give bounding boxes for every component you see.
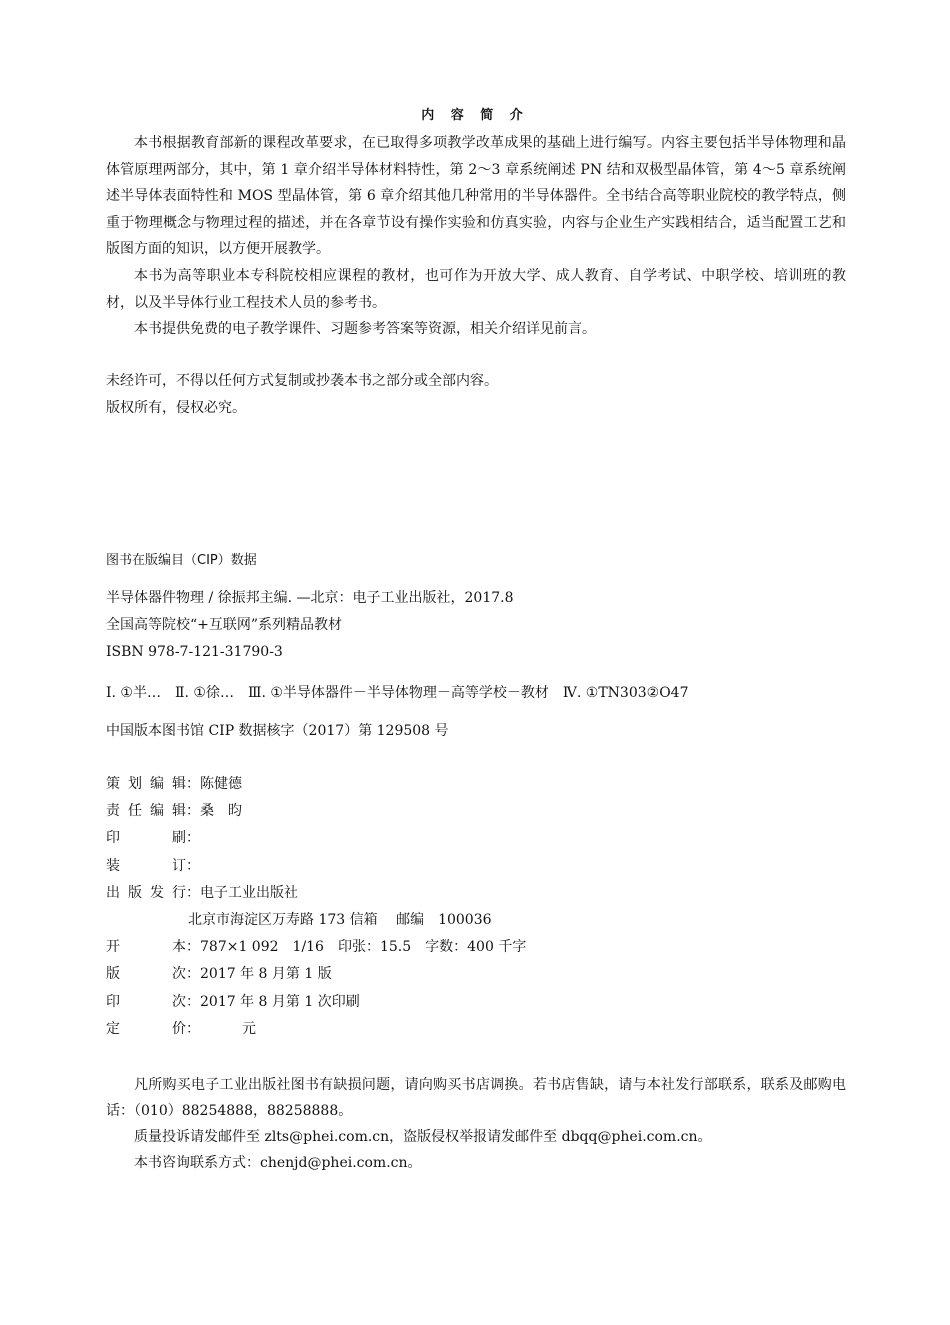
info-value: 787×1 092 1/16 印张：15.5 字数：400 千字 bbox=[200, 939, 527, 956]
cip-title-line: 半导体器件物理 / 徐振邦主编. —北京：电子工业出版社，2017.8 bbox=[106, 590, 514, 606]
intro-section bbox=[106, 130, 846, 343]
info-value: 桑 昀 bbox=[200, 803, 242, 820]
info-label: 定价 bbox=[106, 1020, 186, 1037]
info-value: 2017 年 8 月第 1 次印刷 bbox=[200, 993, 360, 1010]
purchase-notice bbox=[106, 1072, 846, 1176]
info-label: 责任编辑 bbox=[106, 803, 186, 820]
info-label: 印刷 bbox=[106, 830, 186, 847]
publication-info bbox=[106, 771, 846, 1043]
info-value: 陈健德 bbox=[200, 776, 242, 792]
notice-paragraph: 凡所购买电子工业出版社图书有缺损问题，请向购买书店调换。若书店售缺，请与本社发行部联系，联系及邮购电话：（010）88254888，88258888。 bbox=[106, 1077, 846, 1119]
intro-title: 内 容 简 介 bbox=[421, 108, 529, 123]
info-row-binding: 装订： bbox=[106, 853, 846, 880]
info-label: 印次 bbox=[106, 993, 186, 1010]
cip-number: 中国版本图书馆 CIP 数据核字（2017）第 129508 号 bbox=[106, 723, 449, 739]
copyright-line: 版权所有，侵权必究。 bbox=[106, 400, 246, 416]
info-value: 2017 年 8 月第 1 版 bbox=[200, 966, 332, 983]
intro-paragraph: 本书提供免费的电子教学课件、习题参考答案等资源，相关介绍详见前言。 bbox=[134, 321, 596, 338]
intro-paragraph: 本书根据教育部新的课程改革要求，在已取得多项教学改革成果的基础上进行编写。内容主要包括半导体物理和晶体管原理两部分，其中，第 1 章介绍半导体材料特性，第 2～3 章系统阐述 PN 结和双极型晶体管，第 4～5 章系统阐述半导体表面特性和 MOS 型晶体管，第 6 章介绍其他几种常用的半导体器件。全书结合高等职业院校的教学特点，侧重于物理概念与物理过程的描述，并在各章节设有操作实验和仿真实验，内容与企业生产实践相结合，适当配置工艺和版图方面的知识，以方便开展教学。 bbox=[106, 135, 846, 258]
cip-heading: 图书在版编目（CIP）数据 bbox=[106, 553, 257, 568]
info-row-price: 定价： 元 bbox=[106, 1016, 846, 1043]
notice-paragraph: 本书咨询联系方式：chenjd@phei.com.cn。 bbox=[134, 1155, 422, 1171]
info-value: 元 bbox=[242, 1020, 256, 1037]
info-label: 策划编辑 bbox=[106, 776, 186, 792]
cip-isbn: ISBN 978-7-121-31790-3 bbox=[106, 644, 283, 660]
info-label: 装订 bbox=[106, 857, 186, 874]
info-label: 开本 bbox=[106, 939, 186, 956]
cip-record bbox=[106, 585, 846, 666]
info-row-address: 北京市海淀区万寿路 173 信箱 邮编 100036 bbox=[188, 911, 492, 928]
info-label: 出版发行 bbox=[106, 884, 186, 901]
info-row-publisher: 出版发行：电子工业出版社 bbox=[106, 880, 846, 907]
notice-paragraph: 质量投诉请发邮件至 zlts@phei.com.cn，盗版侵权举报请发邮件至 dbqq@phei.com.cn。 bbox=[134, 1129, 712, 1145]
intro-paragraph: 本书为高等职业本专科院校相应课程的教材，也可作为开放大学、成人教育、自学考试、中职学校、培训班的教材，以及半导体行业工程技术人员的参考书。 bbox=[106, 267, 846, 311]
info-row-impression: 印次：2017 年 8 月第 1 次印刷 bbox=[106, 989, 846, 1016]
info-row-planning-editor: 策划编辑：陈健德 bbox=[106, 771, 846, 798]
cip-classification: Ⅰ. ①半… Ⅱ. ①徐… Ⅲ. ①半导体器件－半导体物理－高等学校－教材 Ⅳ. ①TN303②O47 bbox=[106, 685, 689, 701]
info-row-responsible-editor: 责任编辑：桑 昀 bbox=[106, 798, 846, 825]
info-row-edition: 版次：2017 年 8 月第 1 版 bbox=[106, 961, 846, 988]
cip-series-line: 全国高等院校“+互联网”系列精品教材 bbox=[106, 617, 343, 633]
info-row-format: 开本：787×1 092 1/16 印张：15.5 字数：400 千字 bbox=[106, 934, 846, 961]
info-label: 版次 bbox=[106, 966, 186, 983]
info-value: 电子工业出版社 bbox=[200, 884, 298, 901]
copyright-line: 未经许可，不得以任何方式复制或抄袭本书之部分或全部内容。 bbox=[106, 373, 498, 389]
info-row-printing: 印刷： bbox=[106, 825, 846, 852]
copyright-notice bbox=[106, 368, 846, 422]
